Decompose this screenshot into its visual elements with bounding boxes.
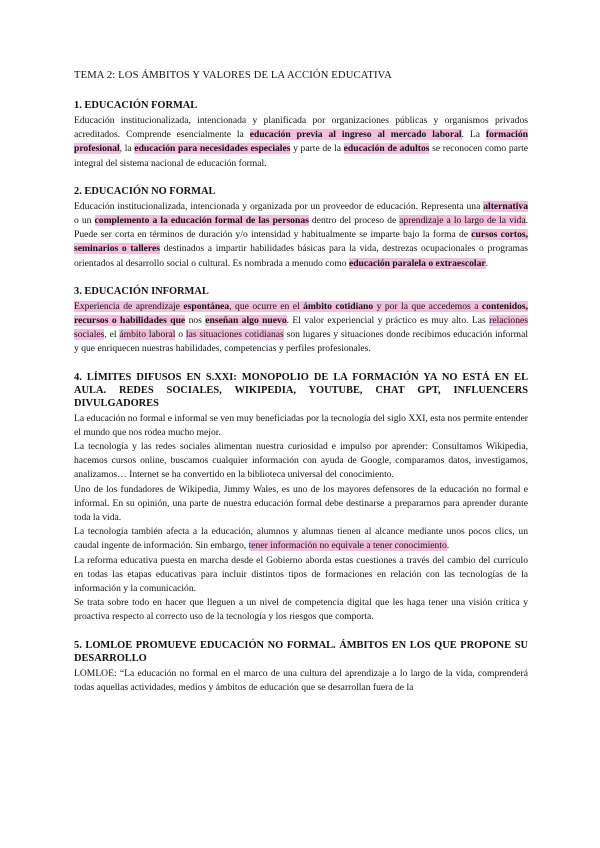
section-paragraph: LOMLOE: “La educación no formal en el marco de una cultura del aprendizaje a lo largo de la vida, comprenderá todas aquellas actividades, medios y ámbitos de educación que se desarrollan fuera de la [74,667,528,693]
section-paragraph: La tecnología y las redes sociales alimentan nuestra curiosidad e impulso por aprender: Consultamos Wikipedia, hacemos cursos online, buscamos cualquier información con ayuda de Google, comparamos datos, investigamos, analizamos… Internet se ha convertido en la biblioteca universal del conocimiento. [74,441,528,481]
section-heading: 1. EDUCACIÓN FORMAL [74,100,198,111]
section-informal-education [74,285,528,357]
highlight: tener información no equivale a tener conocimiento [248,540,447,552]
section-paragraph: Educación institucionalizada, intencionada y organizada por un proveedor de educación. Representa una alternativa o un complemento a la educación formal de las personas dentro del proceso de aprendizaje a lo largo de la vida. Puede ser corta en términos de duración y/o intensidad y habitualmente se imparte bajo la forma de cursos cortos, seminarios o talleres destinados a impartir habilidades básicas para la vida, destrezas ocupacionales o programas orientados al desarrollo social o cultural. Es nombrada a menudo como educación paralela o extraescolar. [74,200,529,269]
section-paragraph: Experiencia de aprendizaje espontánea, que ocurre en el ámbito cotidiano y por la que accedemos a contenidos, recursos o habilidades que nos enseñan algo nuevo. El valor experiencial y práctico es muy alto. Las relaciones sociales, el ámbito laboral o las situaciones cotidianas son lugares y situaciones donde recibimos educación informal y que enriquecen nuestras habilidades, competencias y perfiles profesionales. [74,300,529,355]
highlight: educación para necesidades especiales [134,143,291,155]
section-paragraph: Se trata sobre todo en hacer que lleguen a un nivel de competencia digital que les haga tener una visión crítica y proactiva respecto al correcto uso de la tecnología y los riesgos que comporta. [74,597,528,623]
highlight: ámbito cotidiano [303,300,374,312]
highlight: las situaciones cotidianas [185,329,284,341]
section-paragraph: La tecnología también afecta a la educación, alumnos y alumnas tienen al alcance mediante unos pocos clics, un caudal ingente de información. Sin embargo, tener información no equivale a tener conocimiento. [74,526,528,552]
document-page [74,70,528,709]
highlight: Experiencia de aprendizaje [74,300,184,312]
highlight: espontánea [183,300,230,312]
highlight: alternativa [483,200,528,212]
section-heading: 4. LÍMITES DIFUSOS EN S.XXI: MONOPOLIO DE LA FORMACIÓN YA NO ESTÁ EN EL AULA. REDES SOCIALES, WIKIPEDIA, YOUTUBE, CHAT GPT, INFLUENCERS DIVULGADORES [74,371,528,409]
highlight: complemento a la educación formal de las personas [94,215,309,227]
page-title: TEMA 2: LOS ÁMBITOS Y VALORES DE LA ACCIÓN EDUCATIVA [74,70,392,81]
section-lomloe [74,639,528,695]
highlight: enseñan algo nuevo [205,315,287,327]
section-paragraph: Educación institucionalizada, intencionada y planificada por organizaciones públicas y organismos privados acreditados. Comprende esencialmente la educación previa al ingreso al mercado laboral. La formación profesional, la educación para necesidades especiales y parte de la educación de adultos se reconocen como parte integral del sistema nacional de educación formal. [74,115,528,169]
highlight: educación paralela o extraescolar [348,257,486,269]
highlight: educación de adultos [343,143,430,155]
section-heading: 2. EDUCACIÓN NO FORMAL [74,185,216,197]
highlight: ámbito laboral [119,329,176,341]
highlight: aprendizaje a lo largo de la vida [399,215,526,227]
section-heading: 3. EDUCACIÓN INFORMAL [74,285,209,297]
section-paragraph: La educación no formal e informal se ven muy beneficiadas por la tecnología del siglo XXI, esta nos permite entender el mundo que nos rodea mucho mejor. [74,412,528,438]
section-non-formal-education [74,185,528,271]
highlight: contenidos, recursos o habilidades que [74,300,528,327]
highlight: y por la que accedemos a [373,300,482,312]
highlight: relaciones sociales [74,315,529,341]
highlight: , que ocurre en el [229,300,304,312]
section-paragraph: La reforma educativa puesta en marcha desde el Gobierno aborda estas cuestiones a través del cambio del currículo en todas las etapas educativas para incluir distintos tipos de formaciones en relación con las tecnologías de la información y la comunicación. [74,554,528,595]
highlight: educación previa al ingreso al mercado laboral [249,129,462,141]
section-diffuse-limits [74,371,528,625]
section-formal-education [74,99,528,171]
highlight: formación profesional [74,129,528,155]
section-heading: 5. LOMLOE PROMUEVE EDUCACIÓN NO FORMAL. ÁMBITOS EN LOS QUE PROPONE SU DESARROLLO [74,639,528,664]
section-paragraph: Uno de los fundadores de Wikipedia, Jimmy Wales, es uno de los mayores defensores de la educación no formal e informal. En su opinión, una parte de nuestra educación formal debe destinarse a prepararnos para aprender durante toda la vida. [74,483,528,524]
highlight: cursos cortos, seminarios o talleres [74,229,529,255]
